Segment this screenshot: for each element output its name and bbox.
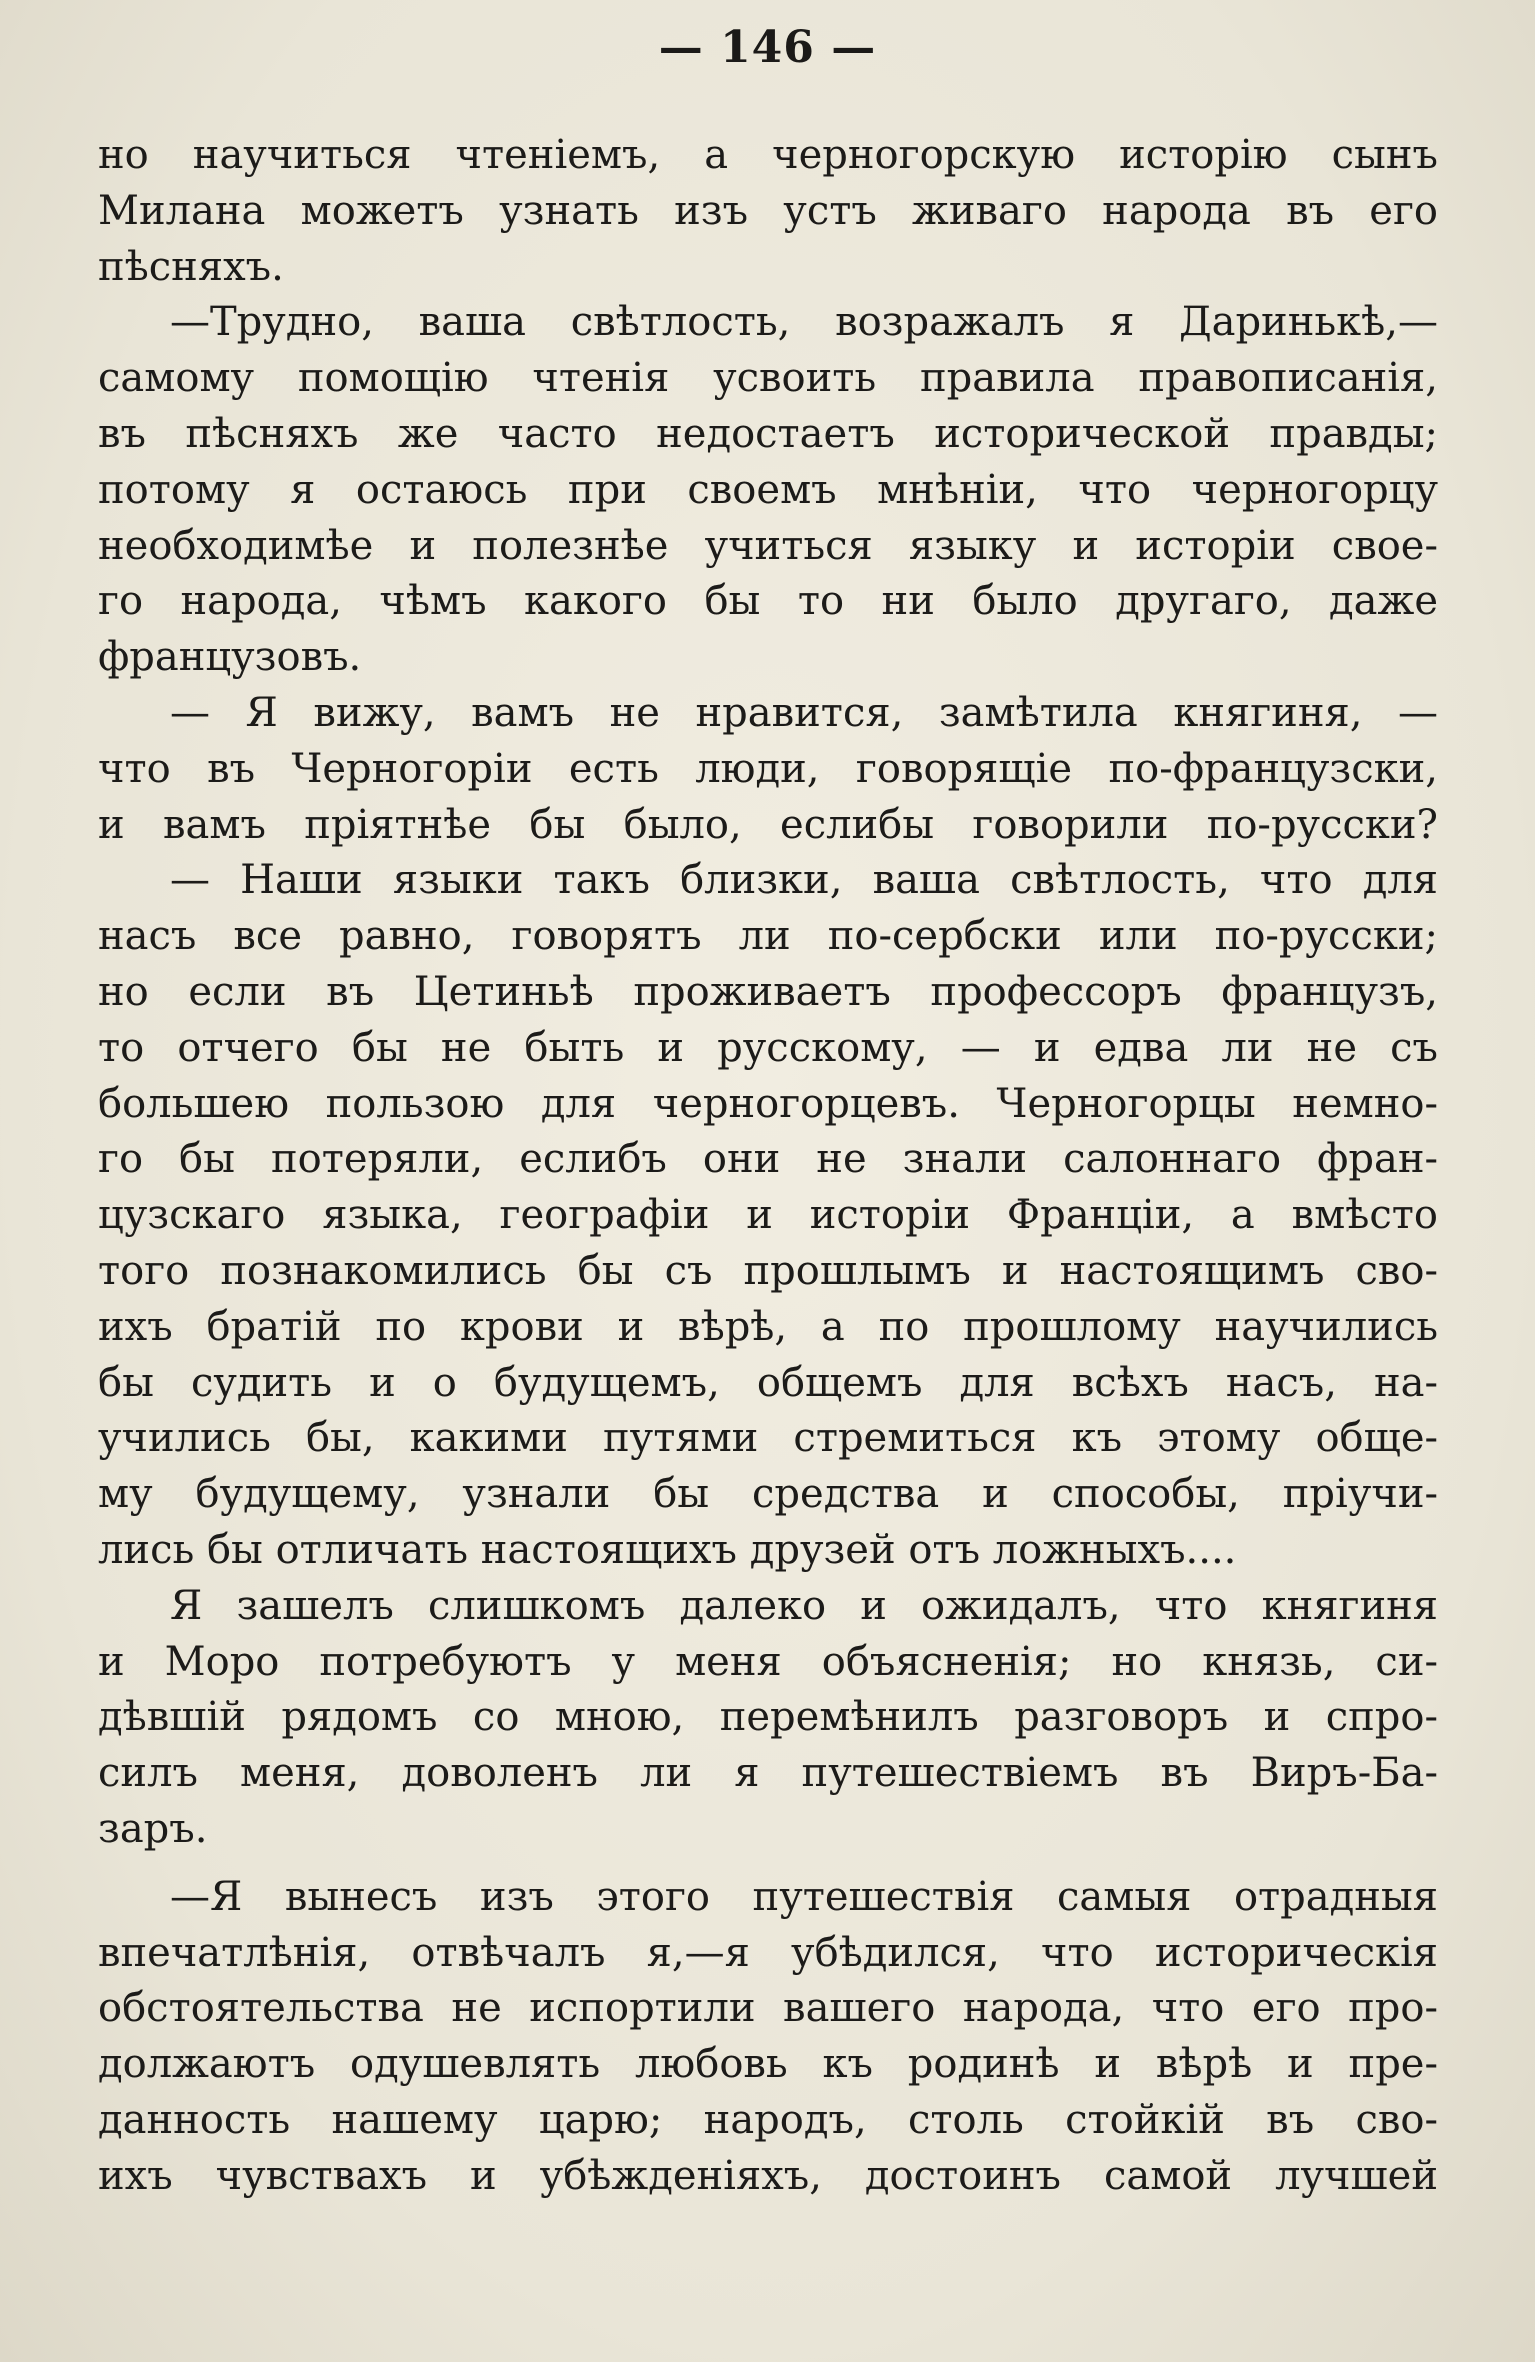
text-line: бы судить и о будущемъ, общемъ для всѣхъ насъ, на- xyxy=(98,1359,1438,1406)
text-line: того познакомились бы съ прошлымъ и настоящимъ сво- xyxy=(98,1247,1438,1294)
text-line: — Наши языки такъ близки, ваша свѣтлость, что для xyxy=(170,857,1438,904)
paragraph-gap xyxy=(98,1858,1438,1870)
text-line: большею пользою для черногорцевъ. Черногорцы немно- xyxy=(98,1080,1438,1127)
text-line: заръ. xyxy=(98,1805,208,1852)
text-line: необходимѣе и полезнѣе учиться языку и исторіи свое- xyxy=(98,522,1438,569)
text-line: данность нашему царю; народъ, столь стойкій въ сво- xyxy=(98,2096,1438,2143)
text-line: го бы потеряли, еслибъ они не знали салоннаго фран- xyxy=(98,1136,1438,1183)
text-line: —Трудно, ваша свѣтлость, возражалъ я Даринькѣ,— xyxy=(170,299,1438,346)
text-line: ихъ братій по крови и вѣрѣ, а по прошлому научились xyxy=(98,1303,1438,1350)
text-line: въ пѣсняхъ же часто недостаетъ исторической правды; xyxy=(98,410,1438,457)
text-line: впечатлѣнія, отвѣчалъ я,—я убѣдился, что историческія xyxy=(98,1929,1438,1976)
text-line: ихъ чувствахъ и убѣжденіяхъ, достоинъ самой лучшей xyxy=(98,2152,1438,2199)
text-line: потому я остаюсь при своемъ мнѣніи, что черногорцу xyxy=(98,466,1438,513)
text-line: что въ Черногоріи есть люди, говорящіе по-французски, xyxy=(98,745,1438,792)
text-line: лись бы отличать настоящихъ друзей отъ ложныхъ.... xyxy=(98,1526,1237,1573)
text-line: насъ все равно, говорятъ ли по-сербски или по-русски; xyxy=(98,913,1438,960)
text-line: дѣвшій рядомъ со мною, перемѣнилъ разговоръ и спро- xyxy=(98,1694,1438,1741)
text-line: цузскаго языка, географіи и исторіи Франціи, а вмѣсто xyxy=(98,1192,1438,1239)
text-line: Милана можетъ узнать изъ устъ живаго народа въ его xyxy=(98,187,1438,234)
page-text xyxy=(98,128,1438,2204)
text-line: го народа, чѣмъ какого бы то ни было другаго, даже xyxy=(98,578,1438,625)
text-line: должаютъ одушевлять любовь къ родинѣ и вѣрѣ и пре- xyxy=(98,2041,1438,2088)
text-line: обстоятельства не испортили вашего народа, что его про- xyxy=(98,1985,1438,2032)
text-line: силъ меня, доволенъ ли я путешествіемъ въ Виръ-Ба- xyxy=(98,1750,1438,1797)
text-line: но если въ Цетиньѣ проживаетъ профессоръ французъ, xyxy=(98,968,1438,1015)
text-line: и Моро потребуютъ у меня объясненія; но князь, си- xyxy=(98,1638,1438,1685)
text-line: пѣсняхъ. xyxy=(98,243,284,290)
page-footer xyxy=(0,2205,1535,2265)
text-line: и вамъ пріятнѣе бы было, еслибы говорили по-русски? xyxy=(98,801,1438,848)
text-line: то отчего бы не быть и русскому, — и едва ли не съ xyxy=(98,1024,1438,1071)
text-line: французовъ. xyxy=(98,634,362,681)
text-line: Я зашелъ слишкомъ далеко и ожидалъ, что княгиня xyxy=(170,1582,1438,1629)
text-line: самому помощію чтенія усвоить правила правописанія, xyxy=(98,355,1438,402)
text-line: но научиться чтеніемъ, а черногорскую исторію сынъ xyxy=(98,132,1438,178)
text-line: учились бы, какими путями стремиться къ этому обще- xyxy=(98,1415,1438,1462)
text-line: му будущему, узнали бы средства и способы, пріучи- xyxy=(98,1471,1438,1518)
text-line: —Я вынесъ изъ этого путешествія самыя отрадныя xyxy=(170,1873,1438,1920)
page-number: — 146 — xyxy=(658,22,877,73)
text-line: — Я вижу, вамъ не нравится, замѣтила княгиня, — xyxy=(170,689,1438,736)
